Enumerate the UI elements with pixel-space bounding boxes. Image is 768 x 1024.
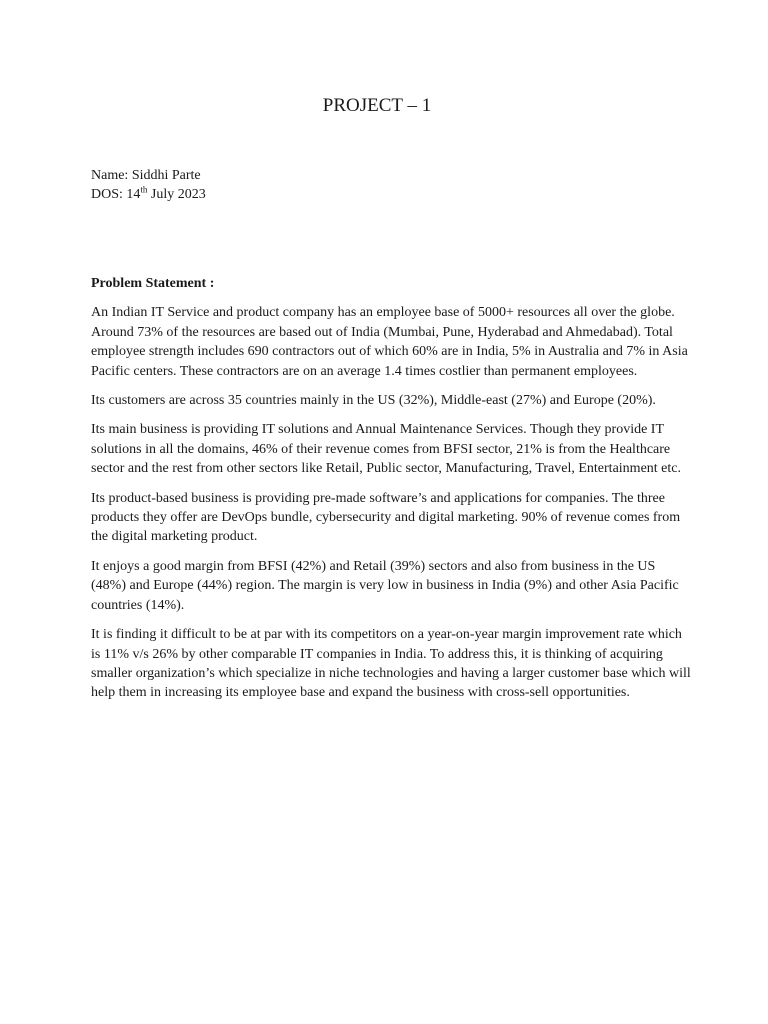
paragraph-6: It is finding it difficult to be at par with its competitors on a year-on-year margin improvement rate which is 11% v/s 26% by other comparable IT companies in India. To address this, it is thinking of acquiring smaller organization’s which specialize in niche technologies and having a larger customer base which will help them in increasing its employee base and expand the business with cross-sell opportunities. [91,627,691,701]
paragraph-3: Its main business is providing IT solutions and Annual Maintenance Services. Though they provide IT solutions in all the domains, 46% of their revenue comes from BFSI sector, 21% is from the Healthcare sector and the rest from other sectors like Retail, Public sector, Manufacturing, Travel, Entertainment etc. [91,422,681,477]
section-heading: Problem Statement : [91,276,215,291]
paragraph-1: An Indian IT Service and product company has an employee base of 5000+ resources all over the globe. Around 73% of the resources are based out of India (Mumbai, Pune, Hyderabad and Ahmedabad). Total employee strength includes 690 contractors out of which 60% are in India, 5% in Australia and 7% in Asia Pacific centers. These contractors are on an average 1.4 times costlier than permanent employees. [91,305,688,379]
document-title: PROJECT – 1 [322,95,432,116]
document-body [91,274,691,713]
author-info [91,166,206,204]
paragraph-2: Its customers are across 35 countries mainly in the US (32%), Middle-east (27%) and Europe (20%). [91,393,656,409]
date-suffix: July 2023 [147,187,206,202]
date-line [91,185,206,204]
paragraph-5: It enjoys a good margin from BFSI (42%) and Retail (39%) sectors and also from business in the US (48%) and Europe (44%) region. The margin is very low in business in India (9%) and other Asia Pacific countries (14%). [91,558,679,613]
date-prefix: DOS: 14 [91,187,141,202]
date-ordinal: th [140,184,148,195]
paragraph-4: Its product-based business is providing pre-made software’s and applications for companies. The three products they offer are DevOps bundle, cybersecurity and digital marketing. 90% of revenue comes from the digital marketing product. [91,490,681,545]
name-line: Name: Siddhi Parte [91,168,201,183]
